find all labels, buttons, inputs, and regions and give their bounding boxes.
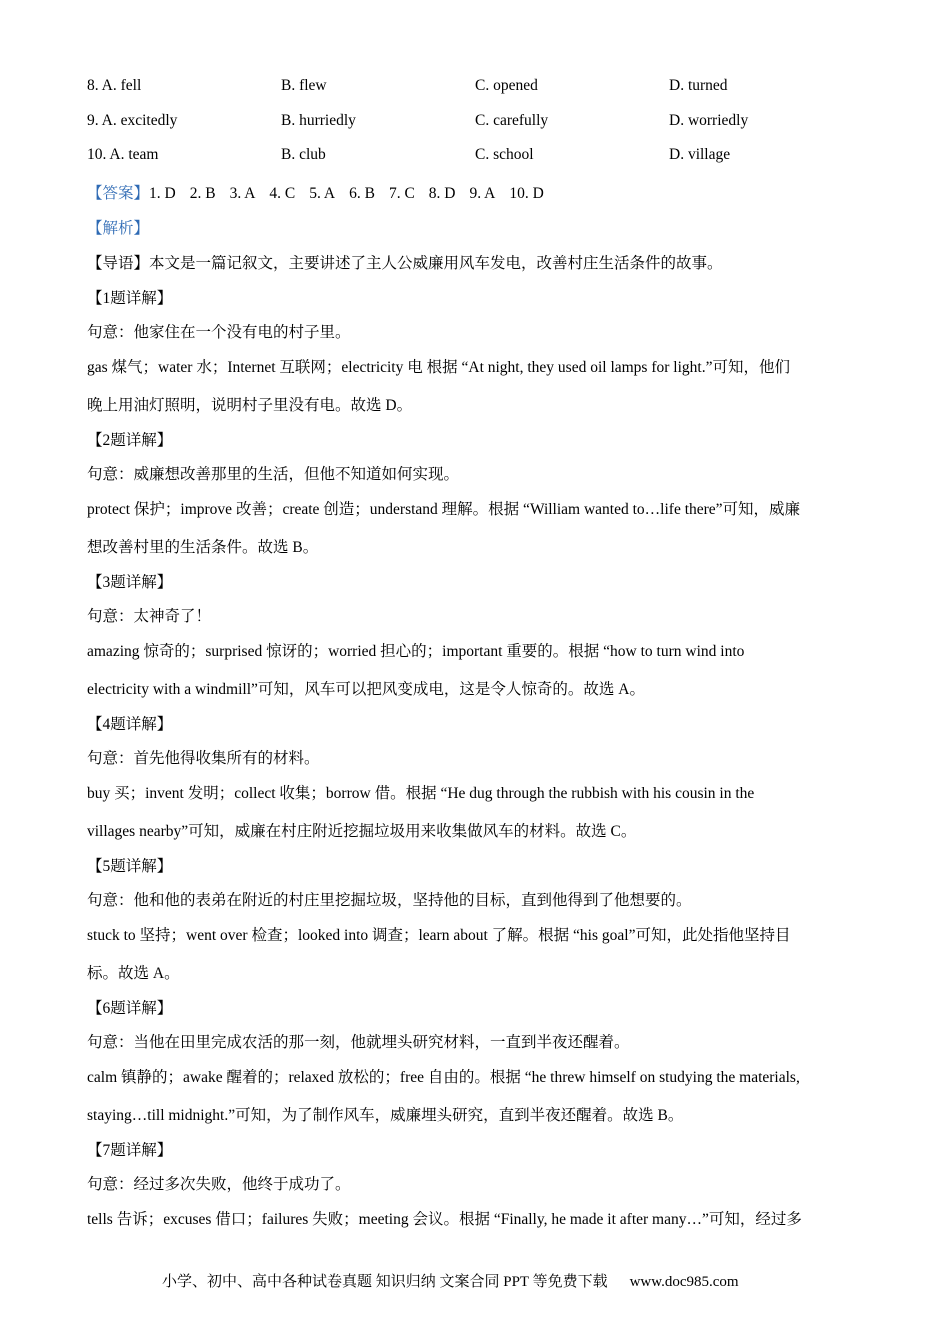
q1-meaning: 句意：他家住在一个没有电的村子里。 bbox=[87, 324, 351, 341]
q1-explanation-line2: 晚上用油灯照明，说明村子里没有电。故选 D。 bbox=[87, 397, 413, 414]
answer-item: 2. B bbox=[189, 185, 216, 202]
q5-meaning: 句意：他和他的表弟在附近的村庄里挖掘垃圾，坚持他的目标，直到他得到了他想要的。 bbox=[87, 892, 692, 909]
q4-explanation-line2: villages nearby”可知，威廉在村庄附近挖掘垃圾用来收集做风车的材料。故选 C。 bbox=[87, 823, 637, 840]
answer-item: 4. C bbox=[269, 185, 296, 202]
option-row-9 bbox=[87, 112, 887, 132]
option-c: C. school bbox=[475, 146, 534, 163]
q6-title: 【6题详解】 bbox=[87, 1000, 173, 1017]
answer-item: 3. A bbox=[229, 185, 256, 202]
q5-explanation-line2: 标。故选 A。 bbox=[87, 965, 180, 982]
option-a: 8. A. fell bbox=[87, 77, 142, 94]
q3-meaning: 句意：太神奇了！ bbox=[87, 608, 212, 625]
answer-line bbox=[87, 181, 558, 203]
option-c: C. opened bbox=[475, 77, 538, 94]
footer-text: 小学、初中、高中各种试卷真题 知识归纳 文案合同 PPT 等免费下载 bbox=[162, 1274, 608, 1290]
analysis-label: 【解析】 bbox=[87, 220, 150, 237]
q6-explanation-line1: calm 镇静的；awake 醒着的；relaxed 放松的；free 自由的。根据 “he threw himself on studying the materials, bbox=[87, 1069, 800, 1086]
q7-title: 【7题详解】 bbox=[87, 1142, 173, 1159]
q6-explanation-line2: staying…till midnight.”可知，为了制作风车，威廉埋头研究，直到半夜还醒着。故选 B。 bbox=[87, 1107, 684, 1124]
q5-title: 【5题详解】 bbox=[87, 858, 173, 875]
answer-item: 5. A bbox=[309, 185, 336, 202]
option-a: 10. A. team bbox=[87, 146, 159, 163]
answer-item: 6. B bbox=[349, 185, 375, 202]
q2-explanation-line2: 想改善村里的生活条件。故选 B。 bbox=[87, 539, 319, 556]
option-b: B. club bbox=[281, 146, 326, 163]
q1-title: 【1题详解】 bbox=[87, 290, 173, 307]
q2-explanation-line1: protect 保护；improve 改善；create 创造；understand 理解。根据 “William wanted to…life there”可知，威廉 bbox=[87, 501, 801, 518]
option-d: D. village bbox=[669, 146, 731, 163]
q1-explanation-line1: gas 煤气；water 水；Internet 互联网；electricity 电 根据 “At night, they used oil lamps for light.”可知，他们 bbox=[87, 359, 790, 376]
page-footer bbox=[162, 1270, 739, 1291]
q6-meaning: 句意：当他在田里完成农活的那一刻，他就埋头研究材料，一直到半夜还醒着。 bbox=[87, 1034, 630, 1051]
q5-explanation-line1: stuck to 坚持；went over 检查；looked into 调查；learn about 了解。根据 “his goal”可知，此处指他坚持目 bbox=[87, 927, 791, 944]
option-row-8 bbox=[87, 77, 887, 97]
q7-explanation-line1: tells 告诉；excuses 借口；failures 失败；meeting 会议。根据 “Finally, he made it after many…”可知，经过多 bbox=[87, 1211, 802, 1228]
q3-explanation-line1: amazing 惊奇的；surprised 惊讶的；worried 担心的；important 重要的。根据 “how to turn wind into bbox=[87, 643, 745, 660]
q4-title: 【4题详解】 bbox=[87, 716, 173, 733]
option-c: C. carefully bbox=[475, 112, 549, 129]
option-d: D. turned bbox=[669, 77, 728, 94]
answer-item: 9. A bbox=[469, 185, 496, 202]
q7-meaning: 句意：经过多次失败，他终于成功了。 bbox=[87, 1176, 351, 1193]
answer-label: 【答案】 bbox=[87, 185, 150, 202]
q3-title: 【3题详解】 bbox=[87, 574, 173, 591]
option-a: 9. A. excitedly bbox=[87, 112, 178, 129]
answer-item: 10. D bbox=[509, 185, 544, 202]
q2-meaning: 句意：威廉想改善那里的生活，但他不知道如何实现。 bbox=[87, 466, 460, 483]
answer-item: 8. D bbox=[428, 185, 456, 202]
q4-meaning: 句意：首先他得收集所有的材料。 bbox=[87, 750, 320, 767]
option-row-10 bbox=[87, 146, 887, 166]
q2-title: 【2题详解】 bbox=[87, 432, 173, 449]
option-b: B. hurriedly bbox=[281, 112, 356, 129]
answer-item: 1. D bbox=[149, 185, 176, 202]
q3-explanation-line2: electricity with a windmill”可知，风车可以把风变成电，这是令人惊奇的。故选 A。 bbox=[87, 681, 645, 698]
option-b: B. flew bbox=[281, 77, 327, 94]
option-d: D. worriedly bbox=[669, 112, 749, 129]
intro-text: 【导语】本文是一篇记叙文，主要讲述了主人公威廉用风车发电，改善村庄生活条件的故事。 bbox=[87, 255, 723, 272]
q4-explanation-line1: buy 买；invent 发明；collect 收集；borrow 借。根据 “He dug through the rubbish with his cousin in the bbox=[87, 785, 755, 802]
answer-item: 7. C bbox=[388, 185, 415, 202]
footer-website-link[interactable]: www.doc985.com bbox=[629, 1274, 739, 1290]
